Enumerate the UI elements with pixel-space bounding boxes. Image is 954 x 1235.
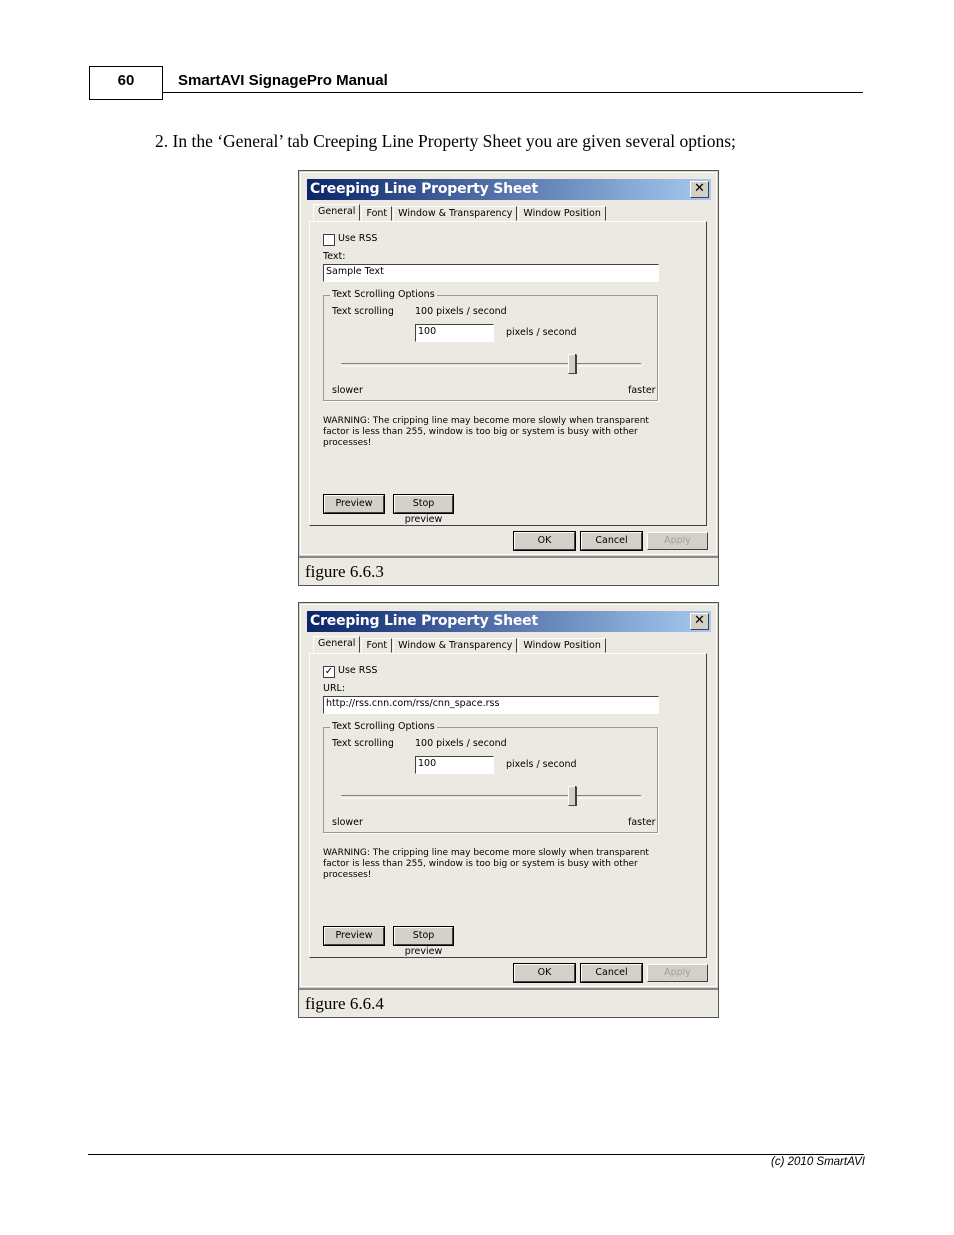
text-scrolling-label: Text scrolling [332,306,394,317]
speed-readout: 100 pixels / second [415,738,507,749]
cancel-button[interactable]: Cancel [581,532,642,550]
cancel-button[interactable]: Cancel [581,964,642,982]
tab-strip [313,638,607,654]
text-scrolling-label: Text scrolling [332,738,394,749]
page-number: 60 [89,66,163,100]
dialog-titlebar[interactable] [307,611,711,632]
tab-strip [313,206,607,222]
preview-button[interactable]: Preview [324,495,384,513]
speed-slider-track[interactable] [341,363,641,367]
ok-button[interactable]: OK [514,964,575,982]
speed-slider-track[interactable] [341,795,641,799]
property-sheet-dialog [300,172,717,555]
faster-label: faster [628,817,656,828]
tab-font[interactable]: Font [361,638,392,653]
speed-input[interactable]: 100 [415,324,494,342]
tab-window-transparency[interactable]: Window & Transparency [393,638,517,653]
close-icon: ✕ [694,181,705,196]
faster-label: faster [628,385,656,396]
close-button[interactable] [690,181,709,198]
scrolling-options-title: Text Scrolling Options [332,289,435,300]
manual-title: SmartAVI SignagePro Manual [178,72,388,89]
speed-readout: 100 pixels / second [415,306,507,317]
warning-text: WARNING: The cripping line may become more slowly when transparent factor is less than 255, window is too big or system is busy with other processes! [323,848,649,880]
preview-button[interactable]: Preview [324,927,384,945]
tab-font[interactable]: Font [361,206,392,221]
stop-preview-button[interactable]: Stop preview [394,495,453,513]
slower-label: slower [332,817,363,828]
close-icon: ✕ [694,613,705,628]
copyright-notice: (c) 2010 SmartAVI [771,1156,865,1168]
text-field-label: Text: [323,251,346,262]
tab-window-position[interactable]: Window Position [518,638,605,653]
tab-general[interactable]: General [313,636,360,653]
text-input[interactable]: Sample Text [323,264,659,282]
units-label: pixels / second [506,759,577,770]
use-rss-label: Use RSS [338,665,378,676]
scrolling-options-title: Text Scrolling Options [332,721,435,732]
dialog-titlebar[interactable] [307,179,711,200]
ok-button[interactable]: OK [514,532,575,550]
use-rss-checkbox[interactable] [323,234,335,246]
dialog-title: Creeping Line Property Sheet [310,181,538,197]
tab-general[interactable]: General [313,204,360,221]
slower-label: slower [332,385,363,396]
url-input[interactable]: http://rss.cnn.com/rss/cnn_space.rss [323,696,659,714]
dialog-title: Creeping Line Property Sheet [310,613,538,629]
apply-button[interactable]: Apply [647,532,708,550]
figure-6-6-3 [298,170,719,586]
use-rss-checkbox[interactable]: ✓ [324,666,334,677]
property-sheet-dialog [300,604,717,987]
intro-paragraph: 2. In the ‘General’ tab Creeping Line Property Sheet you are given several options; [155,131,736,151]
figure-6-6-4 [298,602,719,1018]
slider-tick [575,354,576,374]
slider-tick [575,786,576,806]
figure-caption: figure 6.6.3 [299,556,718,585]
header-divider [163,92,863,93]
tab-window-position[interactable]: Window Position [518,206,605,221]
close-button[interactable] [690,613,709,630]
speed-input[interactable]: 100 [415,756,494,774]
apply-button[interactable]: Apply [647,964,708,982]
use-rss-label: Use RSS [338,233,378,244]
footer-divider [88,1154,864,1155]
url-field-label: URL: [323,683,346,694]
warning-text: WARNING: The cripping line may become more slowly when transparent factor is less than 255, window is too big or system is busy with other processes! [323,416,649,448]
figure-caption: figure 6.6.4 [299,988,718,1017]
tab-window-transparency[interactable]: Window & Transparency [393,206,517,221]
stop-preview-button[interactable]: Stop preview [394,927,453,945]
units-label: pixels / second [506,327,577,338]
